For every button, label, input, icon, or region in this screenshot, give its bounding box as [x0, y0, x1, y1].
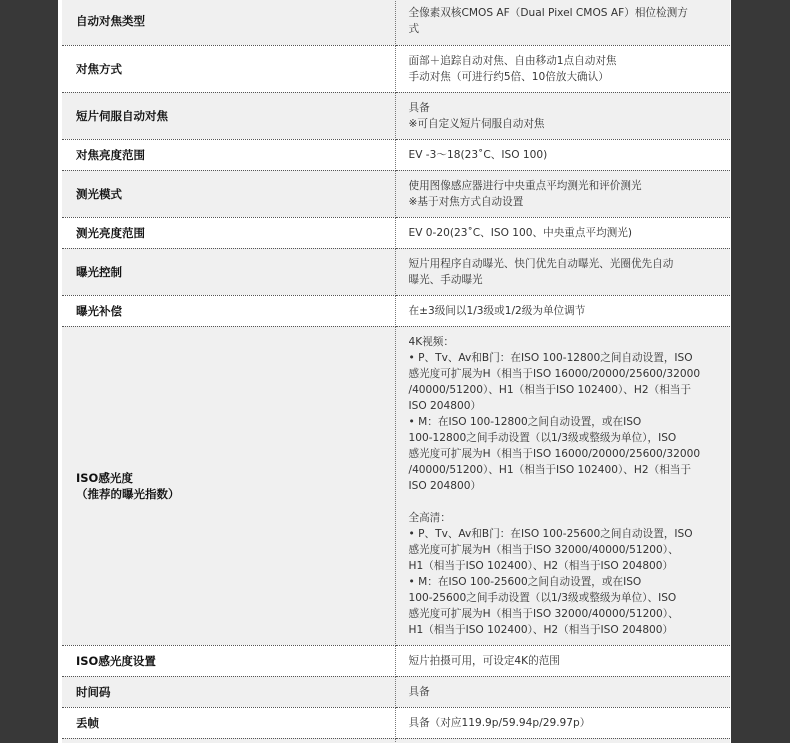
spec-label: 测光模式 — [62, 170, 395, 217]
spec-value: 4K视频： • P、Tv、Av和B门：在ISO 100-12800之间自动设置，ISO 感光度可扩展为H（相当于ISO 16000/20000/25600/32000 /40000/51200）、H1（相当于ISO 102400）、H2（相当于 ISO 204800） • M：在ISO 100-12800之间自动设置，或在ISO 100-12800之间手动设置（以1/3级或整级为单位），ISO 感光度可扩展为H（相当于ISO 16000/20000/25600/32000 /40000/51200）、H1（相当于ISO 102400）、H2（相当于 ISO 204800） 全高清： • P、Tv、Av和B门：在ISO 100-25600之间自动设置，ISO 感光度可扩展为H（相当于ISO 32000/40000/51200）、 H1（相当于ISO 102400）、H2（相当于ISO 204800） • M：在ISO 100-25600之间自动设置，或在ISO 100-25600之间手动设置（以1/3级或整级为单位）、ISO 感光度可扩展为H（相当于ISO 32000/40000/51200）、 H1（相当于ISO 102400）、H2（相当于ISO 204800） — [395, 326, 730, 645]
spec-row-movie-servo-af — [62, 92, 730, 139]
spec-row-af-type — [62, 0, 730, 45]
spec-row-drop-frame — [62, 707, 730, 738]
spec-value: 全像素双核CMOS AF（Dual Pixel CMOS AF）相位检测方 式 — [395, 0, 730, 45]
spec-label: 测光亮度范围 — [62, 217, 395, 248]
spec-label: 短片伺服自动对焦 — [62, 92, 395, 139]
spec-value: 具备 ※可自定义短片伺服自动对焦 — [395, 92, 730, 139]
spec-value: 面部＋追踪自动对焦、自由移动1点自动对焦 手动对焦（可进行约5倍、10倍放大确认） — [395, 45, 730, 92]
spec-row-exposure-compensation — [62, 295, 730, 326]
spec-value: 短片拍摄可用，可设定4K的范围 — [395, 645, 730, 676]
spec-row-metering-brightness-range — [62, 217, 730, 248]
spec-value: 具备 — [395, 676, 730, 707]
spec-value: 在±3级间以1/3级或1/2级为单位调节 — [395, 295, 730, 326]
spec-row-metering-mode — [62, 170, 730, 217]
spec-label: ISO感光度设置 — [62, 645, 395, 676]
spec-value: 具备（对应119.9p/59.94p/29.97p） — [395, 707, 730, 738]
spec-label: 对焦亮度范围 — [62, 139, 395, 170]
spec-row-focus-method — [62, 45, 730, 92]
spec-label: 丢帧 — [62, 707, 395, 738]
spec-label: ISO感光度 （推荐的曝光指数） — [62, 326, 395, 645]
spec-label: 自动对焦类型 — [62, 0, 395, 45]
spec-row-iso-sensitivity — [62, 326, 730, 645]
spec-row-iso-setting — [62, 645, 730, 676]
spec-label: 曝光控制 — [62, 248, 395, 295]
spec-row-exposure-control — [62, 248, 730, 295]
specifications-table — [62, 0, 730, 743]
spec-label: 对焦方式 — [62, 45, 395, 92]
spec-sheet — [58, 0, 731, 743]
spec-value: 短片用程序自动曝光、快门优先自动曝光、光圈优先自动 曝光、手动曝光 — [395, 248, 730, 295]
spec-row-timecode — [62, 676, 730, 707]
spec-value: EV -3～18(23˚C、ISO 100) — [395, 139, 730, 170]
spec-value: 使用图像感应器进行中央重点平均测光和评价测光 ※基于对焦方式自动设置 — [395, 170, 730, 217]
spec-value: EV 0-20(23˚C、ISO 100、中央重点平均测光) — [395, 217, 730, 248]
spec-row-focus-brightness-range — [62, 139, 730, 170]
spec-label: 时间码 — [62, 676, 395, 707]
spec-row-partial — [62, 738, 730, 743]
spec-label: 曝光补偿 — [62, 295, 395, 326]
